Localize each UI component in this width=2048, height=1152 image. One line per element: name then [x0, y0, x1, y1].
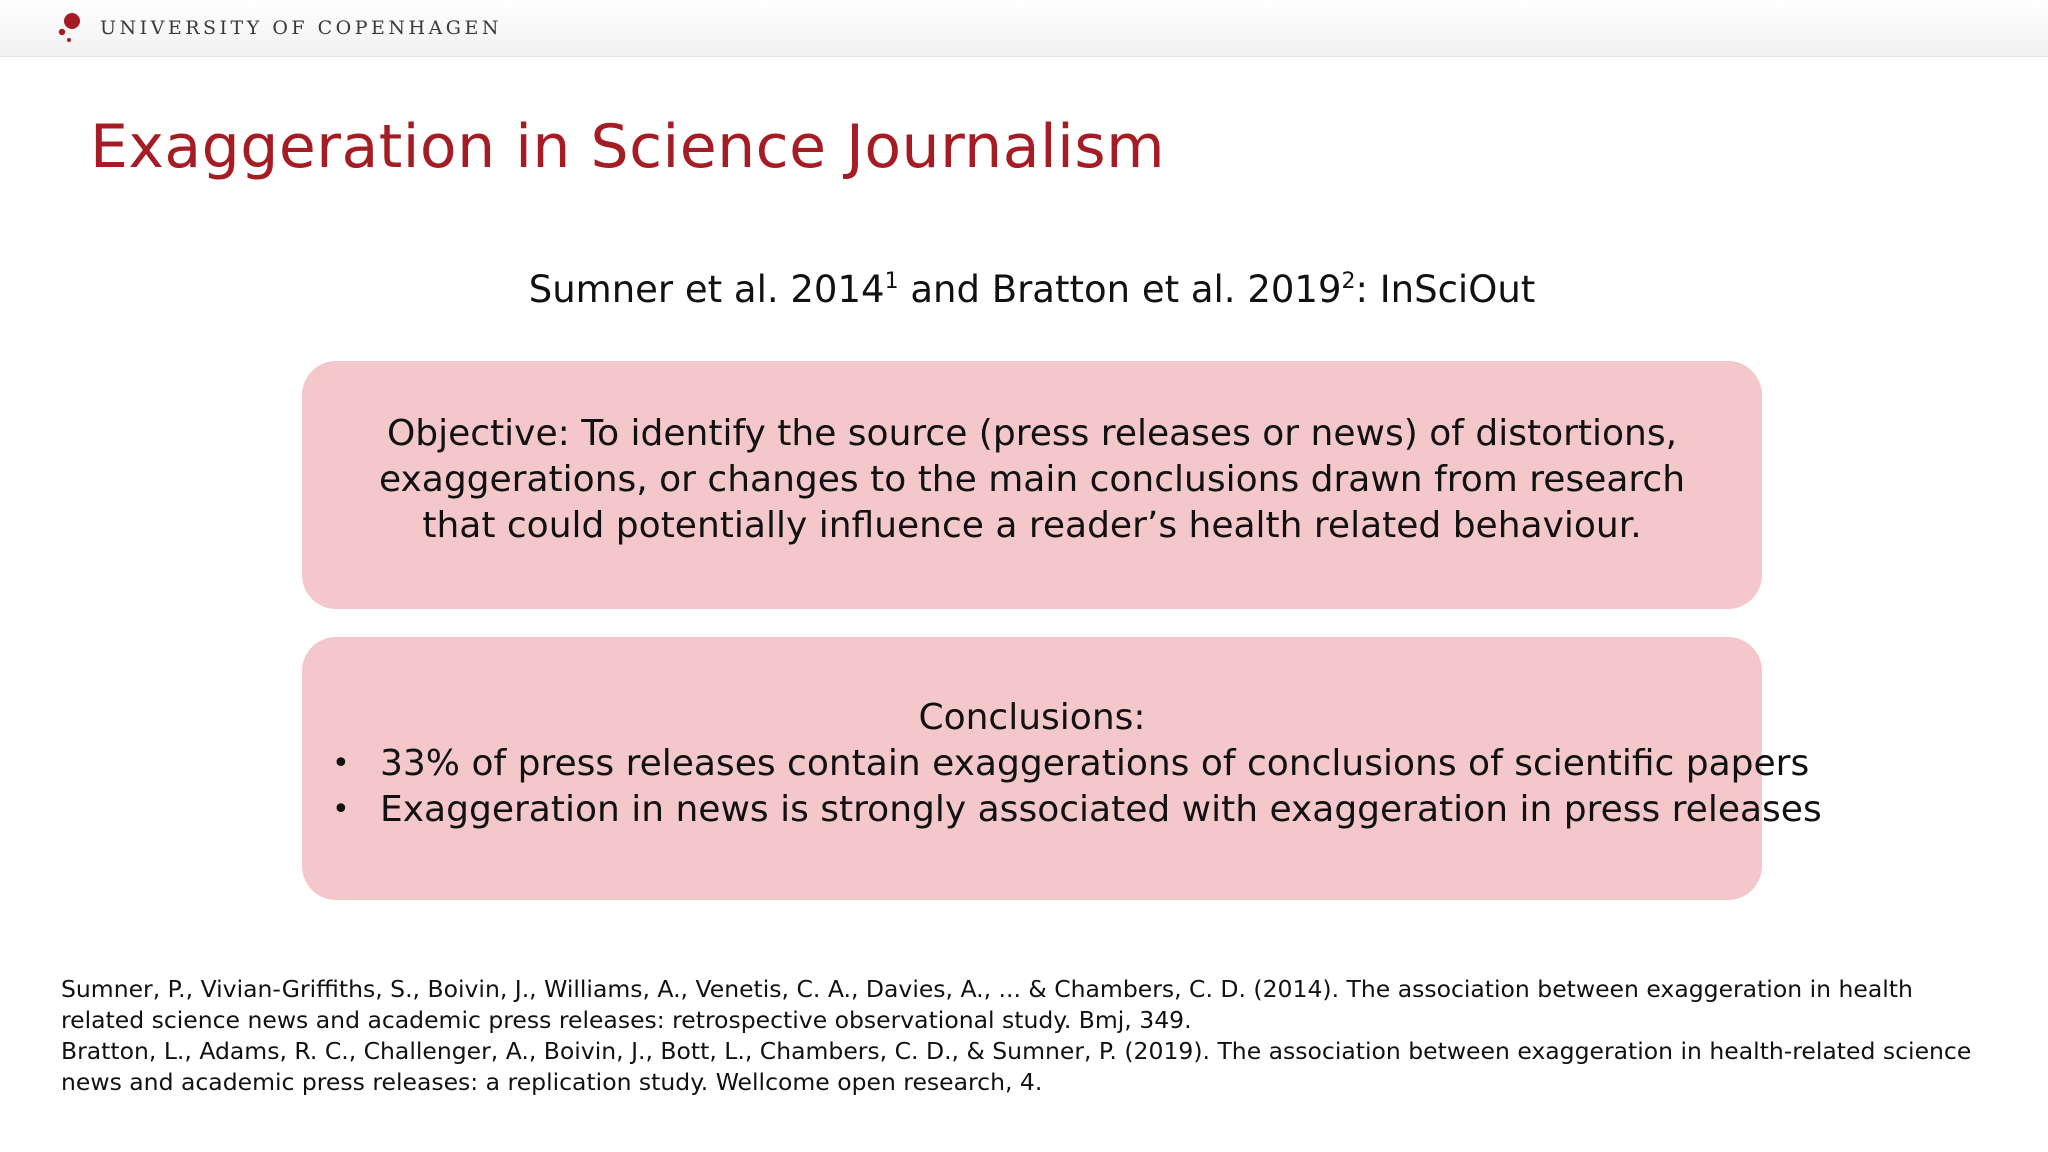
reference-item: Sumner, P., Vivian-Griffiths, S., Boivin, J., Williams, A., Venetis, C. A., Davies, A., ... & Chambers, C. D. (2014). The association between exaggeration in health related science news and academic press releases: retrospective observational study. Bmj, 349.	[61, 975, 1913, 1034]
slide-subtitle	[300, 268, 1764, 311]
objective-text: Objective: To identify the source (press releases or news) of distortions, exaggerations, or changes to the main conclusions drawn from research that could potentially influence a reader’s health related behaviour.	[378, 413, 1686, 546]
references	[61, 974, 2001, 1098]
subtitle-part-3: : InSciOut	[1355, 268, 1536, 311]
list-item	[328, 741, 1810, 787]
conclusion-text: Exaggeration in news is strongly associated with exaggeration in press releases	[380, 789, 1822, 830]
footnote-marker-2: 2	[1341, 269, 1356, 294]
conclusions-box	[302, 637, 1822, 900]
list-item	[328, 787, 1822, 833]
university-logo-icon	[56, 10, 86, 46]
reference-item: Bratton, L., Adams, R. C., Challenger, A., Boivin, J., Bott, L., Chambers, C. D., & Sumner, P. (2019). The association between exaggeration in health-related science news and academic press releases: a replication study. Wellcome open research, 4.	[61, 1037, 1972, 1096]
subtitle-part-1: Sumner et al. 2014	[528, 268, 885, 311]
conclusions-list	[302, 741, 1822, 833]
footnote-marker-1: 1	[884, 269, 899, 294]
objective-box	[302, 361, 1762, 609]
bullet-icon: •	[332, 792, 350, 827]
subtitle-part-2: and Bratton et al. 2019	[898, 268, 1342, 311]
university-name: UNIVERSITY OF COPENHAGEN	[100, 17, 502, 39]
bullet-icon: •	[332, 746, 350, 781]
header-bar	[0, 0, 2048, 57]
page-title: Exaggeration in Science Journalism	[90, 112, 1166, 182]
conclusion-text: 33% of press releases contain exaggerations of conclusions of scientific papers	[380, 743, 1810, 784]
conclusions-heading: Conclusions:	[918, 697, 1146, 738]
